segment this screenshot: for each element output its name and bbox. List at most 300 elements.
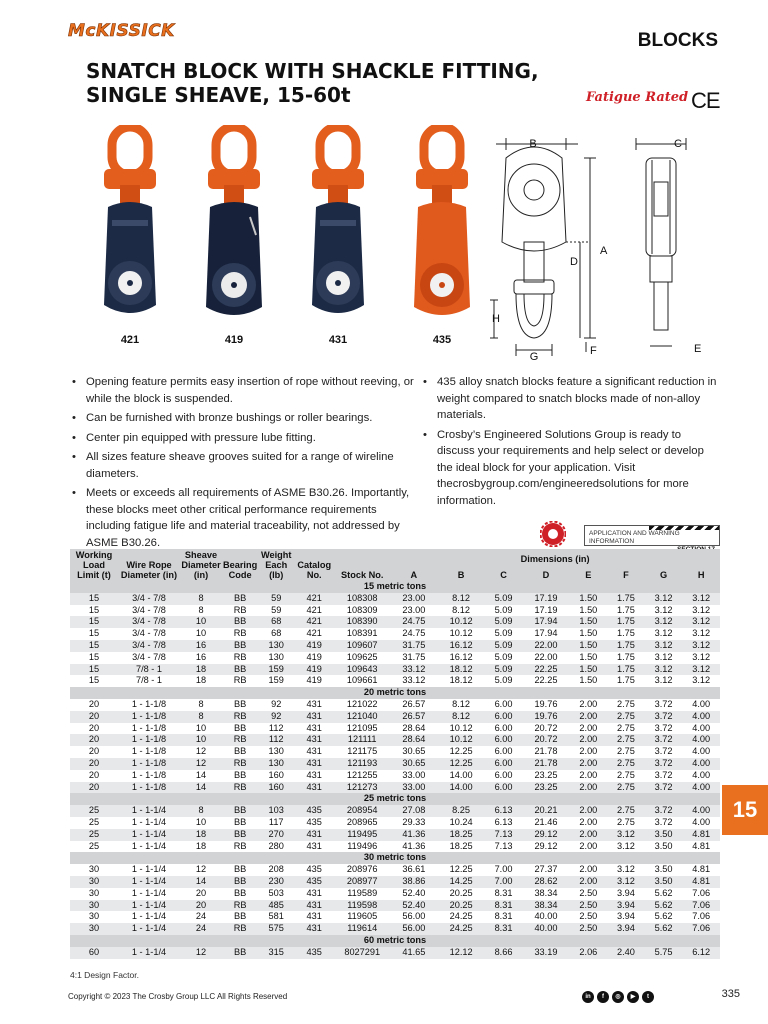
table-cell: 2.00 [579,864,598,875]
table-row [70,876,720,888]
page-title [86,59,539,107]
table-cell: 109625 [346,651,378,662]
table-cell: 7.00 [494,864,513,875]
table-cell: BB [222,616,258,628]
table-cell: 3.72 [645,758,683,770]
table-cell: RB [222,923,258,935]
table-cell: 20 [88,769,100,780]
table-cell: 8.25 [437,805,484,817]
table-row [70,616,720,628]
table-cell: 6.00 [494,746,513,757]
facebook-icon[interactable]: f [597,991,609,1003]
table-cell: 2.50 [570,900,608,912]
table-row [70,699,720,711]
table-cell: 208976 [346,864,378,875]
table-cell: BB [222,829,258,841]
table-cell: 3.12 [682,664,720,676]
table-row [70,628,720,640]
table-cell: 130 [268,651,284,662]
table-cell: 1 - 1-1/4 [118,829,180,841]
table-cell: 208977 [334,876,390,888]
table-cell: 112 [258,734,294,746]
table-cell: BB [233,911,247,922]
table-cell: 21.78 [522,758,569,770]
product-421-image [86,125,174,350]
table-cell: 56.00 [390,923,437,935]
table-cell: 3.94 [617,911,635,922]
table-cell: 52.40 [402,887,426,898]
table-cell: 3.12 [607,829,645,841]
table-cell: 30 [70,876,118,888]
table-cell: 8.31 [494,911,513,922]
table-cell: 4.00 [682,805,720,817]
table-cell: 52.40 [390,900,437,912]
table-cell: 8 [198,604,204,615]
table-cell: 26.57 [402,698,426,709]
table-cell: 2.00 [570,829,608,841]
linkedin-icon[interactable]: in [582,991,594,1003]
design-factor-note: 4:1 Design Factor. [70,970,139,980]
table-cell: 3.12 [645,616,683,628]
table-cell: 6.00 [485,734,523,746]
table-cell: 15 [70,640,118,652]
col-header-catalog: Catalog No. [294,549,334,581]
table-cell: 431 [294,734,334,746]
table-cell: BB [233,769,247,780]
table-cell: 109607 [334,640,390,652]
table-cell: 15 [88,628,100,639]
table-cell: 3/4 - 7/8 [132,604,166,615]
table-cell: 1 - 1-1/4 [118,923,180,935]
table-cell: 3.72 [645,782,683,794]
table-cell: 1 - 1-1/4 [131,840,167,851]
table-cell: 159 [258,664,294,676]
spec-table-body [70,581,720,959]
youtube-icon[interactable]: ▶ [627,991,639,1003]
table-cell: 1.75 [607,616,645,628]
table-cell: 485 [258,900,294,912]
table-cell: 16.12 [449,651,473,662]
table-cell: RB [233,840,247,851]
table-cell: 121255 [346,769,378,780]
table-cell: 3.50 [645,876,683,888]
table-cell: 431 [294,711,334,723]
table-cell: 12.25 [449,864,473,875]
table-cell: 3.72 [645,711,683,723]
table-cell: 1.75 [617,651,635,662]
table-cell: 1.50 [570,664,608,676]
table-cell: 12 [195,864,207,875]
feature-item: • Can be furnished with bronze bushings or roller bearings. [70,410,415,427]
table-cell: 68 [258,616,294,628]
table-cell: 2.50 [570,923,608,935]
table-cell: 1 - 1-1/8 [118,758,180,770]
table-cell: 119495 [334,829,390,841]
table-cell: 59 [258,593,294,605]
table-cell: 8.12 [452,698,471,709]
table-cell: 419 [306,651,322,662]
table-cell: 10 [180,616,222,628]
table-cell: 5.09 [485,640,523,652]
dim-label-h: H [492,313,500,325]
table-cell: 20.25 [437,900,484,912]
table-cell: 30 [70,900,118,912]
table-cell: 503 [268,887,284,898]
table-cell: 10.12 [449,628,473,639]
table-cell: 431 [294,758,334,770]
table-cell: 2.00 [570,711,608,723]
dimension-diagram [486,130,722,362]
table-cell: 121040 [334,711,390,723]
table-cell: BB [222,664,258,676]
table-cell: 1.75 [607,664,645,676]
table-cell: 2.50 [579,887,598,898]
dim-label-f: F [590,345,597,357]
social-links [582,991,654,1003]
table-cell: 119496 [347,840,378,851]
table-cell: 26.57 [390,711,437,723]
table-cell: 14 [195,769,207,780]
twitter-icon[interactable]: t [642,991,654,1003]
dim-label-b: B [529,138,537,150]
table-cell: 15 [70,593,118,605]
table-cell: 5.09 [485,593,523,605]
table-cell: 4.00 [692,816,711,827]
table-cell: 10.12 [437,616,484,628]
table-cell: BB [233,746,247,757]
table-cell: 435 [306,816,322,827]
table-cell: 3.94 [617,887,635,898]
table-cell: 21.46 [534,816,558,827]
table-cell: 421 [306,628,322,639]
table-cell: 3/4 - 7/8 [118,616,180,628]
spec-table [70,549,720,959]
table-cell: 29.12 [522,829,569,841]
table-cell: 208 [268,864,284,875]
table-cell: 10.24 [449,816,473,827]
table-cell: 2.50 [579,911,598,922]
table-cell: 5.09 [485,664,523,676]
group-header-row [70,935,720,947]
table-row [70,829,720,841]
table-cell: 160 [258,782,294,794]
col-header-f: F [607,565,645,581]
dim-label-c: C [674,138,682,150]
table-cell: 119589 [347,887,378,898]
table-cell: 2.00 [579,746,598,757]
dim-label-e: E [694,343,702,355]
table-cell: 1 - 1-1/4 [118,805,180,817]
feature-list-right [421,374,721,512]
table-cell: 1 - 1-1/8 [131,769,167,780]
table-cell: 2.00 [579,816,598,827]
table-row [70,770,720,782]
table-row [70,652,720,664]
table-cell: 581 [268,911,284,922]
table-cell: 315 [258,947,294,959]
table-cell: 18.12 [437,664,484,676]
table-cell: 130 [268,746,284,757]
table-cell: 3.12 [692,651,711,662]
table-cell: 121175 [347,746,378,757]
table-cell: BB [222,640,258,652]
table-cell: 7.13 [485,829,523,841]
col-header-c: C [485,565,523,581]
col-header-sheave: Sheave Diameter (in) [181,550,221,580]
col-header-bearing: Bearing Code [222,549,258,581]
table-cell: 109643 [334,664,390,676]
table-cell: 59 [271,604,282,615]
table-cell: 431 [306,840,322,851]
table-cell: 28.62 [522,876,569,888]
table-cell: 22.25 [522,664,569,676]
section-tab[interactable]: 15 [722,785,768,835]
table-cell: 3.12 [617,864,635,875]
table-cell: 1 - 1-1/8 [131,698,167,709]
table-cell: 20.72 [522,734,569,746]
table-cell: 21.78 [534,746,558,757]
table-cell: 23.25 [534,769,558,780]
table-cell: 4.81 [682,876,720,888]
table-cell: 8 [198,698,204,709]
col-header-a: A [390,565,437,581]
table-cell: 92 [271,698,282,709]
table-cell: 3.12 [682,640,720,652]
warning-gear-icon [540,521,566,547]
table-cell: 431 [294,923,334,935]
table-cell: 3.12 [654,651,673,662]
table-cell: 16 [180,640,222,652]
col-header-rope: Wire Rope Diameter (in) [118,549,180,581]
table-cell: 2.75 [617,722,635,733]
table-cell: 38.34 [534,887,558,898]
table-cell: 14 [180,876,222,888]
table-cell: 17.19 [534,604,558,615]
table-row [70,782,720,794]
feature-item: • Crosby’s Engineered Solutions Group is ready to discuss your requirements and help select or develop the ideal block for your application. Visit thecrosbygroup.com/engineeredsolutions for more information. [421,427,721,510]
table-cell: 1 - 1-1/8 [118,734,180,746]
table-cell: 2.00 [579,769,598,780]
table-cell: 14.00 [449,769,473,780]
table-row [70,711,720,723]
table-cell: 431 [306,887,322,898]
table-cell: 431 [306,698,322,709]
table-cell: 431 [294,782,334,794]
table-cell: 1 - 1-1/4 [118,876,180,888]
table-cell: 31.75 [390,640,437,652]
table-cell: 6.00 [494,769,513,780]
table-cell: 22.00 [522,640,569,652]
table-cell: 20 [70,782,118,794]
table-cell: 1.75 [617,604,635,615]
feature-item: • Opening feature permits easy insertion of rope without reeving, or while the block is suspended. [70,374,415,407]
instagram-icon[interactable]: ◎ [612,991,624,1003]
table-cell: 2.00 [579,722,598,733]
table-row [70,923,720,935]
table-cell: 108309 [346,604,378,615]
table-cell: 8.31 [485,900,523,912]
table-cell: 27.08 [390,805,437,817]
table-cell: 3.72 [654,698,673,709]
table-cell: 117 [268,816,284,827]
table-cell: 3/4 - 7/8 [132,651,166,662]
col-header-dimensions: Dimensions (in) [390,549,720,565]
application-warning-box[interactable] [584,525,720,546]
title-line-2: SINGLE SHEAVE, 15-60t [86,83,351,107]
table-cell: 208965 [346,816,378,827]
table-cell: 1.50 [570,616,608,628]
table-cell: 435 [294,876,334,888]
table-cell: 30 [88,864,100,875]
table-cell: 19.76 [522,711,569,723]
col-header-b: B [437,565,484,581]
table-cell: 421 [294,593,334,605]
table-row [70,734,720,746]
group-title: 15 metric tons [70,581,720,593]
table-cell: 24 [180,923,222,935]
feature-item: • Center pin equipped with pressure lube fitting. [70,430,415,447]
table-cell: 10 [195,722,207,733]
table-cell: 1.50 [570,593,608,605]
table-cell: 3.50 [654,840,673,851]
table-cell: 3.72 [654,746,673,757]
table-cell: 18 [195,675,207,686]
group-header-row [70,687,720,699]
table-cell: 119605 [347,911,378,922]
table-cell: 33.12 [390,664,437,676]
table-cell: 1 - 1-1/8 [118,711,180,723]
table-cell: 270 [258,829,294,841]
table-cell: 12 [180,758,222,770]
table-cell: 8.66 [485,947,523,959]
table-cell: 1 - 1-1/4 [131,911,167,922]
col-header-weight: Weight Each (lb) [258,549,294,581]
table-cell: 12.25 [449,746,473,757]
table-cell: 14.00 [437,782,484,794]
table-row [70,947,720,959]
col-header-h: H [682,565,720,581]
table-cell: 20.21 [522,805,569,817]
table-cell: 2.75 [607,782,645,794]
table-cell: 25 [70,829,118,841]
table-cell: 7/8 - 1 [135,675,163,686]
table-cell: 159 [268,675,284,686]
table-cell: 4.00 [692,769,711,780]
table-row [70,864,720,876]
table-cell: 5.09 [494,604,513,615]
table-cell: 6.13 [494,816,513,827]
table-cell: 109661 [346,675,378,686]
table-cell: 5.62 [654,911,673,922]
table-cell: 2.00 [570,805,608,817]
table-cell: 3.72 [654,816,673,827]
table-cell: 3.12 [654,675,673,686]
group-header-row [70,852,720,864]
table-cell: 6.12 [682,947,720,959]
table-cell: 25 [88,816,100,827]
table-cell: 92 [258,711,294,723]
table-cell: 2.06 [570,947,608,959]
table-cell: 31.75 [402,651,426,662]
table-cell: 40.00 [534,911,558,922]
table-cell: 121022 [346,698,378,709]
table-cell: 2.00 [579,840,598,851]
table-cell: BB [222,805,258,817]
table-cell: 5.62 [645,923,683,935]
table-cell: 2.75 [617,698,635,709]
table-cell: 8.31 [494,887,513,898]
table-cell: 6.00 [485,758,523,770]
table-cell: 24.75 [402,628,426,639]
ce-mark: CE [691,88,720,113]
table-cell: 3/4 - 7/8 [132,628,166,639]
product-label: 435 [432,334,452,346]
table-cell: 3.12 [654,604,673,615]
table-cell: 8027291 [334,947,390,959]
table-cell: 24 [195,911,207,922]
table-cell: 2.75 [607,734,645,746]
table-cell: 112 [268,722,284,733]
table-cell: 431 [306,769,322,780]
table-cell: 23.00 [402,604,426,615]
product-label: 431 [328,334,348,346]
table-cell: 20 [88,722,100,733]
table-cell: 2.00 [570,876,608,888]
table-cell: BB [222,947,258,959]
table-row [70,723,720,735]
copyright: Copyright © 2023 The Crosby Group LLC All Rights Reserved [68,992,288,1001]
table-cell: 1 - 1-1/4 [118,947,180,959]
table-cell: 3.12 [692,604,711,615]
table-cell: RB [233,628,247,639]
product-label: 421 [120,334,140,346]
table-cell: 4.81 [692,840,711,851]
table-cell: 10 [195,628,207,639]
table-cell: 5.75 [645,947,683,959]
table-cell: 2.75 [607,711,645,723]
table-cell: 33.19 [522,947,569,959]
feature-list-left [70,374,415,554]
table-cell: 68 [271,628,282,639]
table-cell: 2.00 [570,734,608,746]
table-row [70,664,720,676]
page-number: 335 [721,988,740,1000]
dim-label-d: D [570,256,578,268]
table-cell: 33.00 [402,769,426,780]
table-cell: 3/4 - 7/8 [118,640,180,652]
table-cell: 10 [195,816,207,827]
table-cell: 4.00 [692,722,711,733]
table-cell: 3.12 [607,876,645,888]
table-cell: 3.12 [682,616,720,628]
table-cell: 1.50 [570,640,608,652]
table-cell: 119614 [334,923,390,935]
table-cell: 15 [88,604,100,615]
table-cell: 30 [88,911,100,922]
table-cell: 3.72 [645,734,683,746]
table-cell: 2.00 [570,758,608,770]
table-cell: 14.25 [437,876,484,888]
table-cell: 1.75 [617,628,635,639]
table-cell: BB [233,816,247,827]
table-cell: 29.33 [402,816,426,827]
table-cell: RB [222,711,258,723]
table-row [70,805,720,817]
table-cell: 4.81 [682,829,720,841]
table-cell: 18.12 [449,675,473,686]
table-cell: 3.12 [682,593,720,605]
table-cell: 28.64 [402,722,426,733]
